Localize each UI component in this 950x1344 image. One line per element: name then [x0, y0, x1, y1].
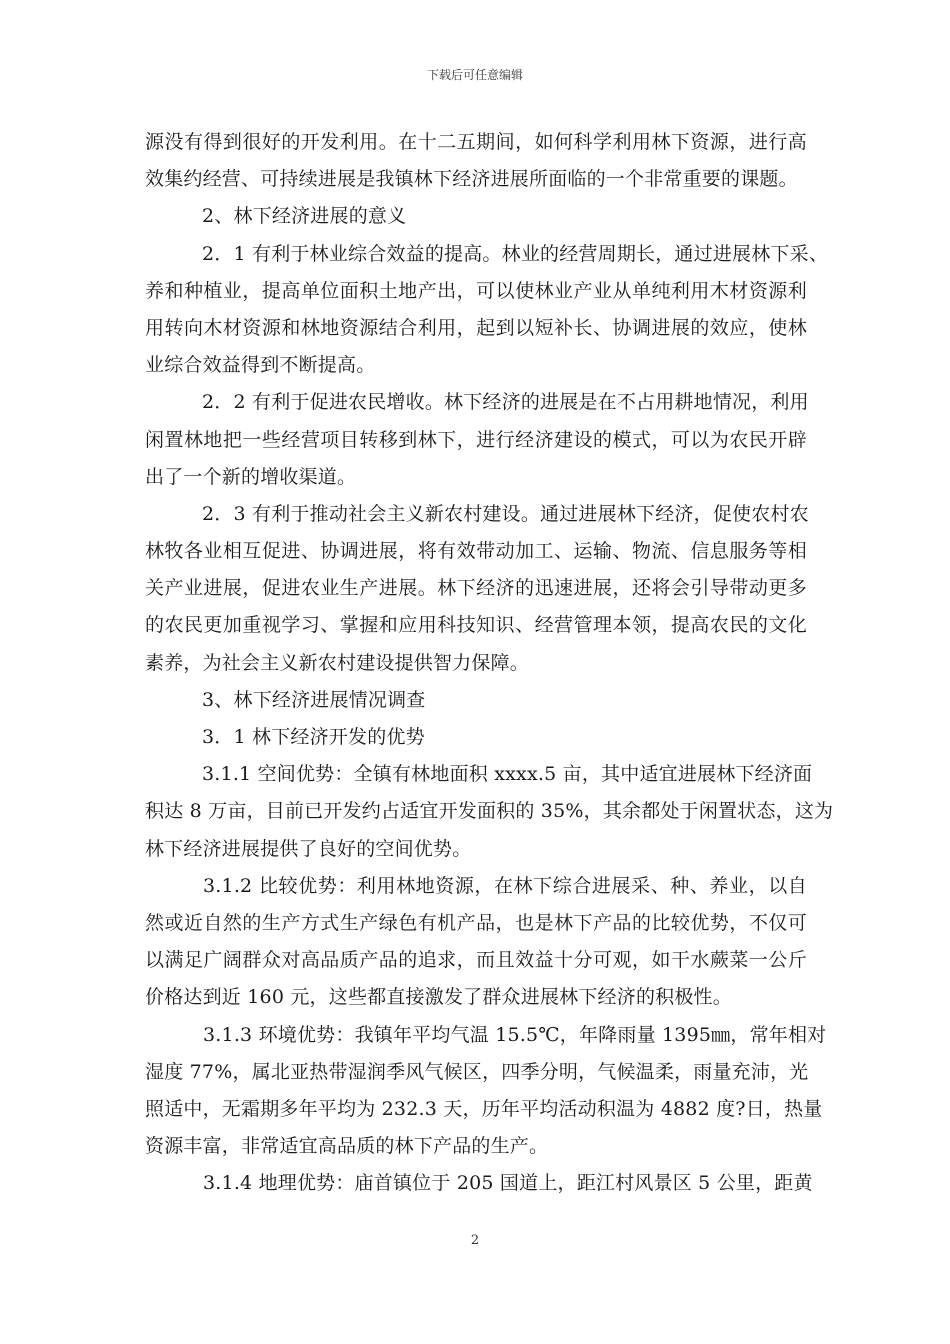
text-line: 资源丰富，非常适宜高品质的林下产品的生产。 — [145, 1135, 549, 1158]
text-line: 业综合效益得到不断提高。 — [145, 354, 376, 377]
text-line: 2．2 有利于促进农民增收。林下经济的进展是在不占用耕地情况，利用 — [202, 391, 809, 414]
section-heading: 2、林下经济进展的意义 — [202, 205, 407, 228]
text-line: 照适中，无霜期多年平均为 232.3 天，历年平均活动积温为 4882 度?日，热量 — [145, 1097, 823, 1120]
text-line: 养和种植业，提高单位面积土地产出，可以使林业产业从单纯利用木材资源利 — [145, 279, 807, 302]
subsection-heading: 3．1 林下经济开发的优势 — [202, 726, 425, 748]
text-line: 然或近自然的生产方式生产绿色有机产品，也是林下产品的比较优势，不仅可 — [145, 911, 807, 934]
text-line: 3.1.1 空间优势：全镇有林地面积 xxxx.5 亩，其中适宜进展林下经济面 — [202, 763, 813, 786]
text-line: 出了一个新的增收渠道。 — [145, 465, 357, 488]
text-line: 闲置林地把一些经营项目转移到林下，进行经济建设的模式，可以为农民开辟 — [145, 428, 807, 451]
text-line: 素养，为社会主义新农村建设提供智力保障。 — [145, 651, 530, 674]
text-line: 湿度 77%，属北亚热带湿润季风气候区，四季分明，气候温柔，雨量充沛，光 — [145, 1060, 809, 1083]
text-line: 3.1.2 比较优势：利用林地资源，在林下综合进展采、种、养业，以自 — [203, 874, 807, 897]
page-number: 2 — [470, 1233, 480, 1248]
text-line: 源没有得到很好的开发利用。在十二五期间，如何科学利用林下资源，进行高 — [145, 131, 807, 153]
text-line: 2．3 有利于推动社会主义新农村建设。通过进展林下经济，促使农村农 — [202, 502, 809, 525]
text-line: 的农民更加重视学习、掌握和应用科技知识、经营管理本领，提高农民的文化 — [145, 614, 807, 637]
text-line: 效集约经营、可持续进展是我镇林下经济进展所面临的一个非常重要的课题。 — [145, 168, 798, 191]
text-line: 林下经济进展提供了良好的空间优势。 — [145, 837, 472, 860]
document-body — [145, 124, 834, 1202]
text-line: 以满足广阔群众对高品质产品的追求，而且效益十分可观，如干水蕨菜一公斤 — [145, 949, 807, 972]
text-line: 价格达到近 160 元，这些都直接激发了群众进展林下经济的积极性。 — [145, 986, 732, 1009]
text-line: 用转向木材资源和林地资源结合利用，起到以短补长、协调进展的效应，使林 — [145, 316, 807, 339]
text-line: 3.1.3 环境优势：我镇年平均气温 15.5℃，年降雨量 1395㎜，常年相对 — [203, 1023, 827, 1046]
section-heading: 3、林下经济进展情况调查 — [202, 688, 426, 711]
text-line: 3.1.4 地理优势：庙首镇位于 205 国道上，距江村风景区 5 公里，距黄 — [203, 1172, 813, 1195]
text-line: 关产业进展，促进农业生产进展。林下经济的迅速进展，还将会引导带动更多 — [145, 577, 807, 600]
page-header: 下载后可任意编辑 — [426, 68, 523, 82]
text-line: 林牧各业相互促进、协调进展，将有效带动加工、运输、物流、信息服务等相 — [145, 540, 807, 563]
text-line: 2．1 有利于林业综合效益的提高。林业的经营周期长，通过进展林下采、 — [202, 242, 829, 265]
text-line: 积达 8 万亩，目前已开发约占适宜开发面积的 35%，其余都处于闲置状态，这为 — [145, 800, 834, 823]
